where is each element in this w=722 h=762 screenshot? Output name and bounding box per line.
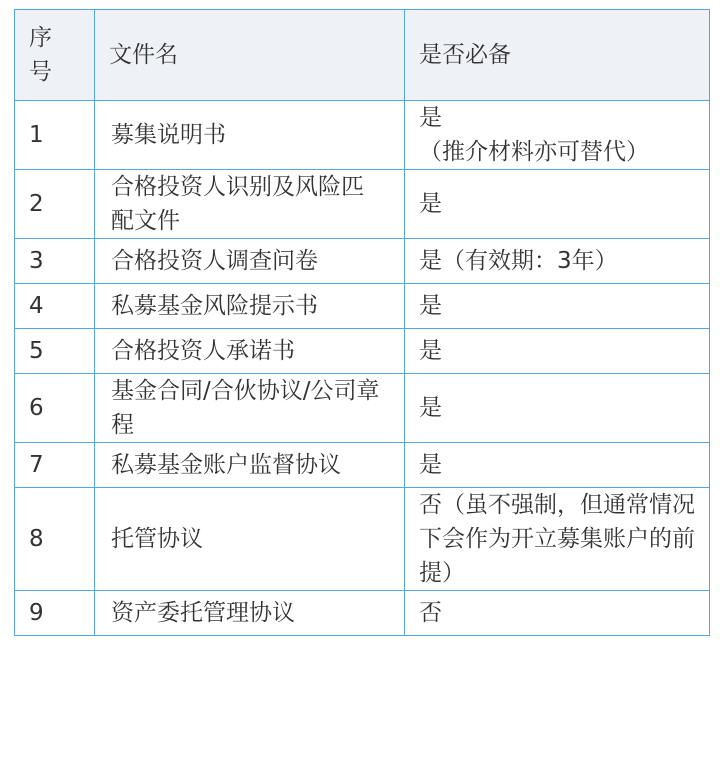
row-name: 合格投资人调查问卷 (95, 239, 405, 284)
row-required: 否（虽不强制，但通常情况下会作为开立募集账户的前提） (405, 488, 710, 591)
table-row (15, 239, 710, 284)
row-name: 基金合同/合伙协议/公司章程 (95, 374, 405, 443)
table-body (15, 101, 710, 636)
row-no: 2 (15, 170, 95, 239)
table-row (15, 329, 710, 374)
table-header (15, 10, 710, 101)
row-no: 8 (15, 488, 95, 591)
row-no: 7 (15, 443, 95, 488)
row-required: 否 (405, 591, 710, 636)
row-name: 募集说明书 (95, 101, 405, 170)
row-required: 是 (405, 284, 710, 329)
table-row (15, 101, 710, 170)
row-required: 是 (405, 374, 710, 443)
row-name: 合格投资人承诺书 (95, 329, 405, 374)
header-required: 是否必备 (405, 10, 710, 101)
row-required: 是 (405, 329, 710, 374)
row-name: 资产委托管理协议 (95, 591, 405, 636)
header-name: 文件名 (95, 10, 405, 101)
row-required: 是 (405, 170, 710, 239)
row-required: 是（有效期：3年） (405, 239, 710, 284)
table-row (15, 374, 710, 443)
table-row (15, 488, 710, 591)
row-name: 托管协议 (95, 488, 405, 591)
table-row (15, 284, 710, 329)
table-row (15, 170, 710, 239)
row-name: 私募基金风险提示书 (95, 284, 405, 329)
header-no-label: 序号 (29, 25, 52, 85)
row-no: 5 (15, 329, 95, 374)
row-no: 9 (15, 591, 95, 636)
row-no: 4 (15, 284, 95, 329)
row-required: 是 （推介材料亦可替代） (405, 101, 710, 170)
header-no (15, 10, 95, 101)
row-required: 是 (405, 443, 710, 488)
table-row (15, 591, 710, 636)
row-no: 3 (15, 239, 95, 284)
row-no: 6 (15, 374, 95, 443)
header-row (15, 10, 710, 101)
table-row (15, 443, 710, 488)
row-name: 私募基金账户监督协议 (95, 443, 405, 488)
document-table (14, 9, 710, 636)
row-name: 合格投资人识别及风险匹配文件 (95, 170, 405, 239)
row-no: 1 (15, 101, 95, 170)
